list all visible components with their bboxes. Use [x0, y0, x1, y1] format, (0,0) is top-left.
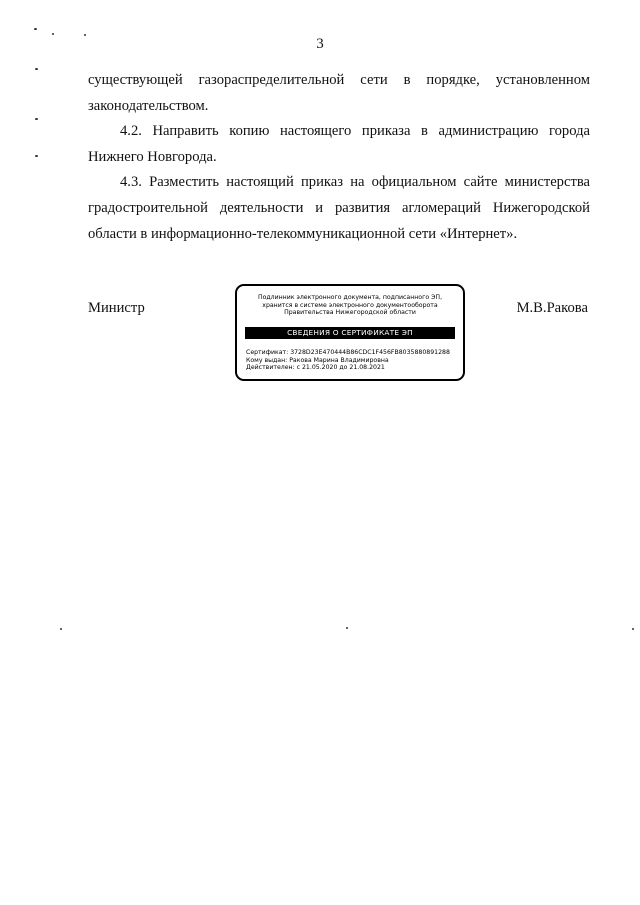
certificate-value: 3728D23E470444B86CDC1F456FB8035880891288 [290, 349, 450, 356]
validity-row [246, 364, 457, 372]
paragraph: 4.3. Разместить настоящий приказ на официальном сайте министерства градостроительной деятельности и развития агломераций Нижегородской области в информационно-телекоммуникационной сети «Интернет». [88, 174, 590, 242]
page-number: 3 [316, 36, 324, 52]
stamp-certificate-bar: СВЕДЕНИЯ О СЕРТИФИКАТЕ ЭП [245, 327, 455, 339]
validity-label: Действителен: [246, 364, 295, 372]
scan-speck [60, 628, 62, 630]
scan-speck [52, 33, 54, 35]
paragraph: существующей газораспределительной сети в порядке, установленном законодательством. [88, 72, 590, 114]
body-text [88, 68, 590, 247]
e-signature-stamp [235, 284, 465, 381]
scan-speck [35, 118, 38, 120]
scan-speck [34, 28, 37, 30]
stamp-header-line: Подлинник электронного документа, подписанного ЭП, [257, 294, 443, 301]
paragraph: 4.2. Направить копию настоящего приказа в администрацию города Нижнего Новгорода. [88, 123, 590, 165]
signer-title: Министр [88, 300, 145, 316]
validity-value: с 21.05.2020 до 21.08.2021 [296, 364, 385, 372]
stamp-header-line: хранится в системе электронного документооборота [262, 301, 438, 309]
scan-speck [35, 68, 38, 70]
stamp-header-line: Правительства Нижегородской области [284, 309, 416, 317]
signer-name: М.В.Ракова [516, 300, 588, 316]
stamp-details [246, 349, 457, 372]
scan-speck [346, 627, 348, 629]
owner-value: Ракова Марина Владимировна [289, 356, 389, 364]
scan-speck [632, 628, 634, 630]
stamp-header [245, 294, 455, 317]
certificate-label: Сертификат: [246, 349, 289, 356]
certificate-row [246, 349, 457, 357]
scan-speck [35, 155, 38, 157]
owner-label: Кому выдан: [246, 356, 288, 364]
